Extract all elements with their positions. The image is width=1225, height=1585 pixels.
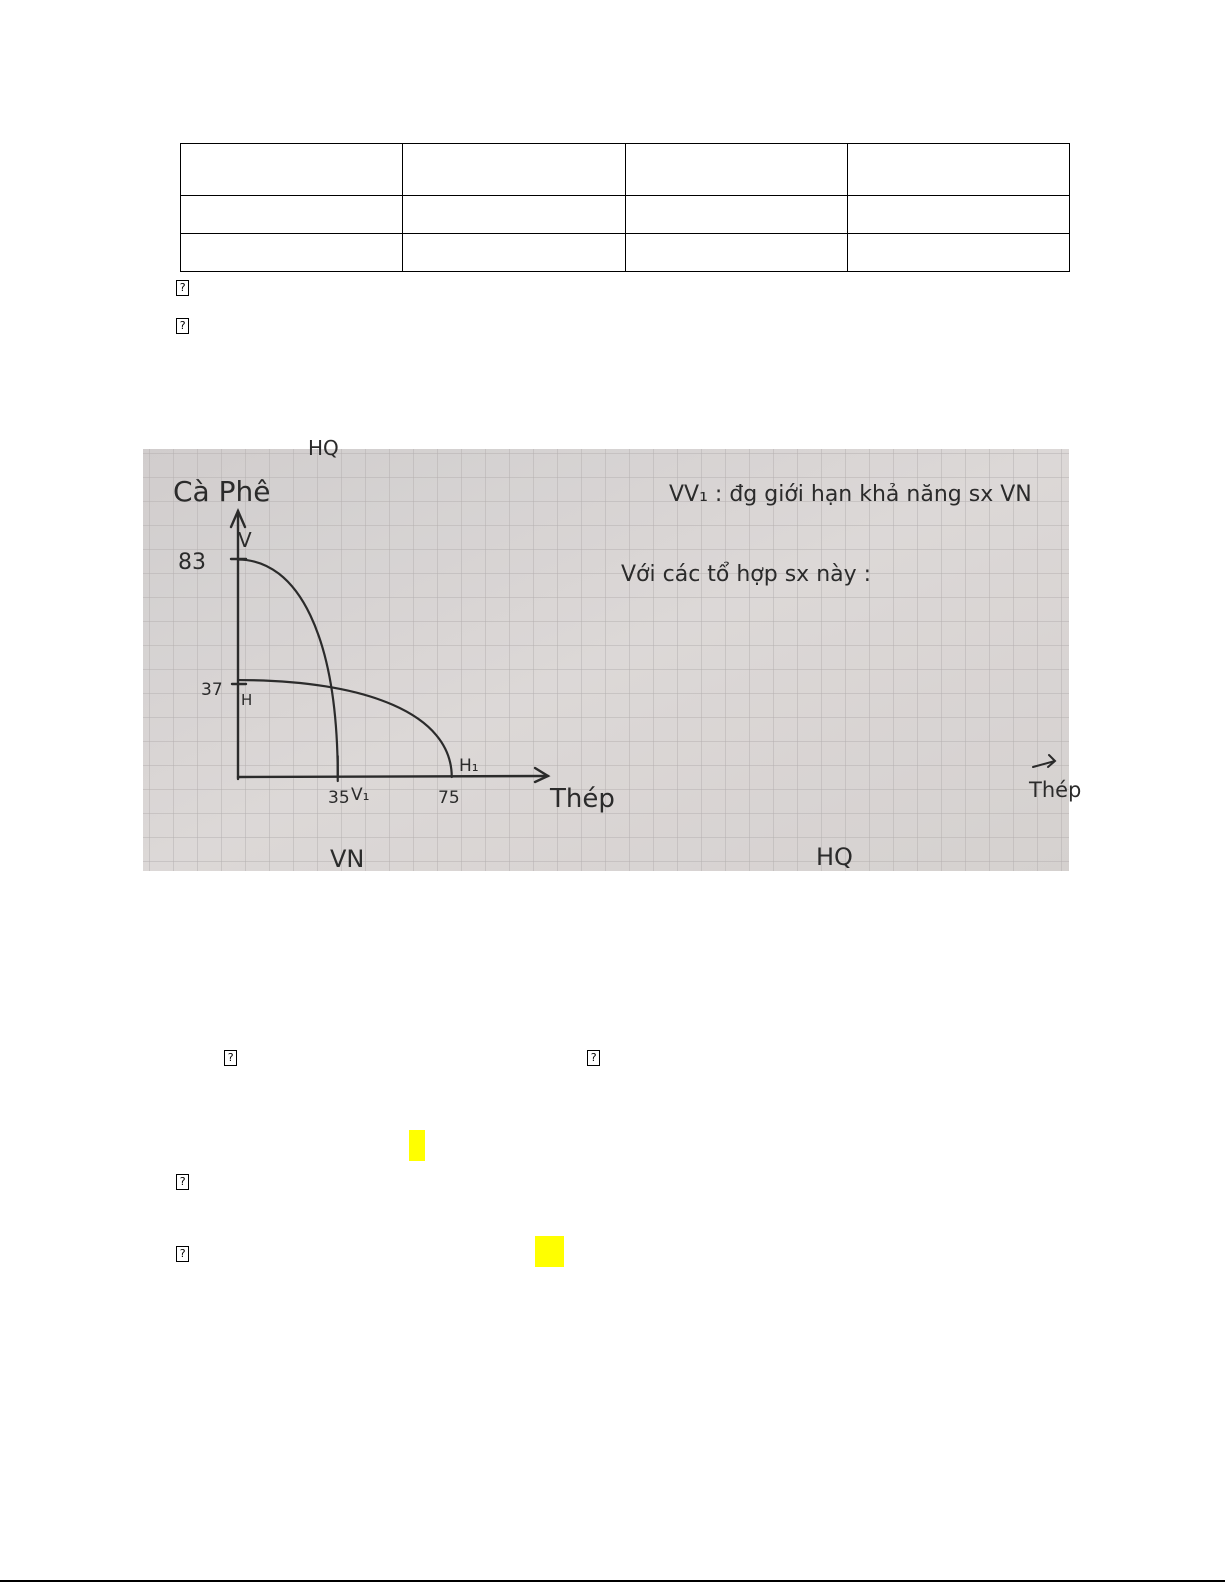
- x-tick-75: 75: [438, 788, 460, 808]
- table-cell: [625, 234, 847, 272]
- yellow-highlight: [409, 1130, 425, 1161]
- right-axis-label: Thép: [1029, 778, 1082, 802]
- notebook-chart: [143, 436, 1082, 873]
- table-cell: [181, 196, 403, 234]
- curve-h-label: H: [241, 691, 253, 709]
- empty-table: [180, 143, 1070, 272]
- table-cell: [181, 144, 403, 196]
- table-row: [181, 144, 1070, 196]
- curve-h1-label: H₁: [459, 756, 479, 776]
- top-cut-label: HQ: [308, 436, 339, 460]
- curve-v-label: V: [238, 528, 252, 552]
- notebook-photo: [143, 436, 1082, 873]
- table-cell: [403, 144, 625, 196]
- missing-glyph-icon: ?: [176, 318, 189, 334]
- table-cell: [403, 196, 625, 234]
- missing-glyph-icon: ?: [176, 1174, 189, 1190]
- x-axis-line: [238, 776, 548, 777]
- y-tick-37: 37: [201, 680, 223, 700]
- missing-glyph-icon: ?: [224, 1050, 237, 1066]
- curve-v1-label: V₁: [351, 785, 370, 805]
- table-cell: [625, 196, 847, 234]
- table-cell: [181, 234, 403, 272]
- table-cell: [847, 196, 1069, 234]
- y-axis-label: Cà Phê: [173, 475, 271, 508]
- note-line-2: Với các tổ hợp sx này :: [621, 562, 872, 587]
- x-axis-label: Thép: [550, 784, 615, 814]
- missing-glyph-icon: ?: [587, 1050, 600, 1066]
- table-row: [181, 196, 1070, 234]
- missing-glyph-icon: ?: [176, 280, 189, 296]
- caption-hq: HQ: [816, 843, 853, 871]
- x-tick-35: 35: [328, 788, 350, 808]
- table-row: [181, 234, 1070, 272]
- table-cell: [847, 234, 1069, 272]
- page-bottom-rule: [0, 1580, 1225, 1582]
- table-cell: [403, 234, 625, 272]
- table-cell: [625, 144, 847, 196]
- missing-glyph-icon: ?: [176, 1246, 189, 1262]
- caption-vn: VN: [330, 845, 365, 873]
- note-line-1: VV₁ : đg giới hạn khả năng sx VN: [669, 482, 1032, 507]
- yellow-highlight: [535, 1236, 564, 1267]
- y-tick-83: 83: [178, 550, 206, 575]
- table-cell: [847, 144, 1069, 196]
